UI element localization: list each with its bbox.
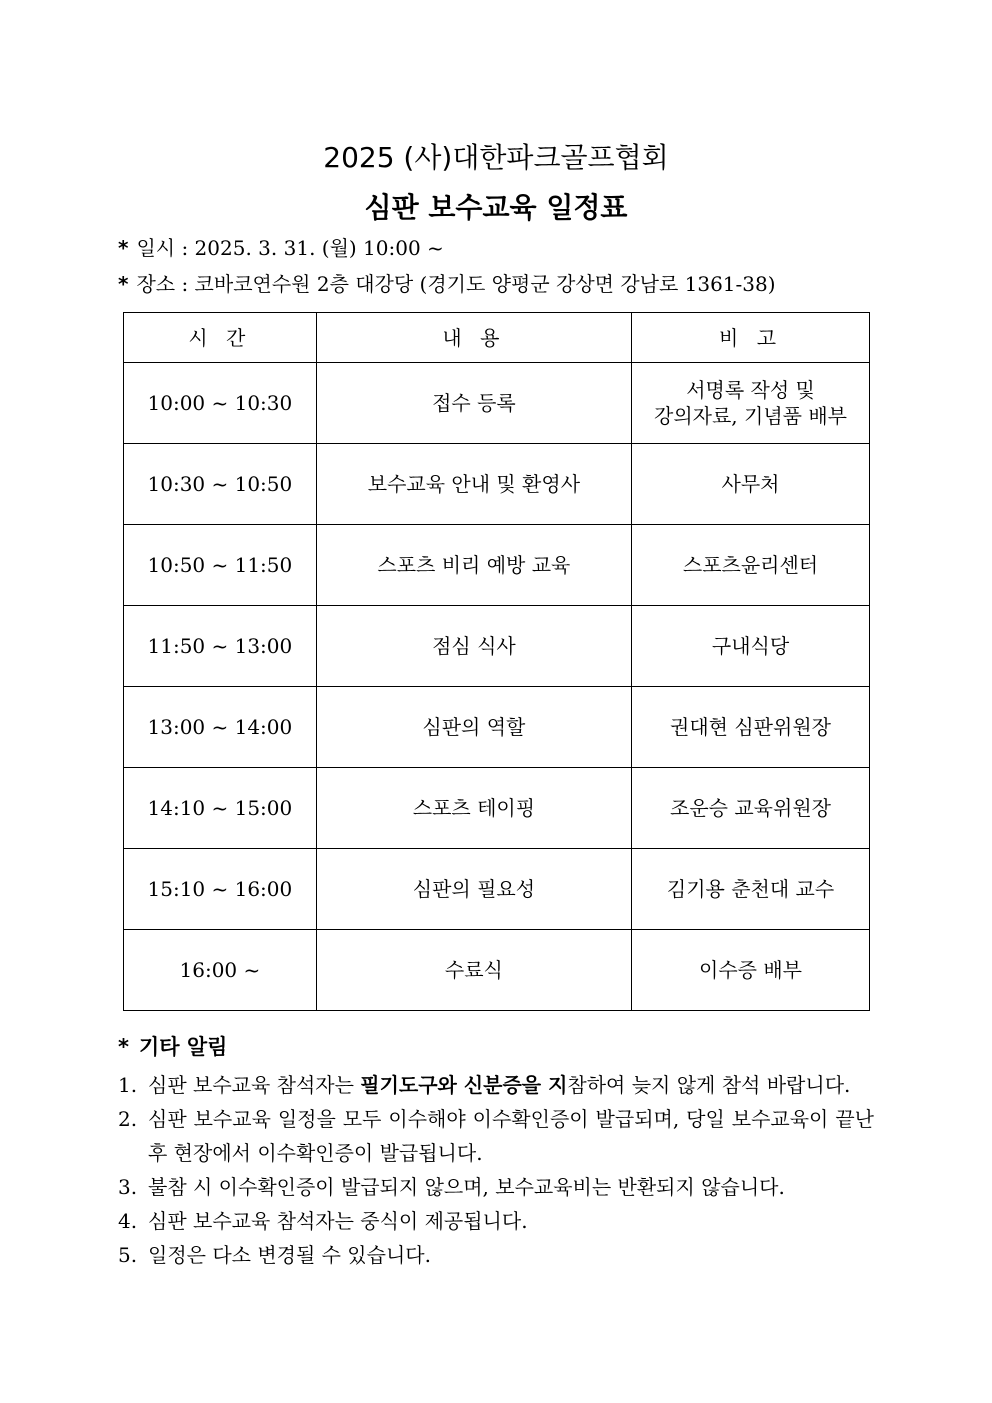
notice-list bbox=[118, 1068, 874, 1272]
list-text: 심판 보수교육 참석자는 중식이 제공됩니다. bbox=[148, 1209, 528, 1233]
list-text-bold: 필기도구와 신분증을 지 bbox=[360, 1073, 568, 1097]
time-cell: 11:50 ~ 13:00 bbox=[124, 606, 317, 687]
note-cell: 스포츠윤리센터 bbox=[632, 525, 870, 606]
note-cell: 김기용 춘천대 교수 bbox=[632, 849, 870, 930]
note-line: 강의자료, 기념품 배부 bbox=[654, 404, 847, 428]
time-cell: 15:10 ~ 16:00 bbox=[124, 849, 317, 930]
list-number: 3. bbox=[118, 1175, 138, 1199]
note-line: 서명록 작성 및 bbox=[686, 378, 815, 402]
list-text bbox=[148, 1068, 874, 1102]
bullet-star: * bbox=[118, 272, 129, 296]
note-cell: 구내식당 bbox=[632, 606, 870, 687]
time-cell: 10:50 ~ 11:50 bbox=[124, 525, 317, 606]
time-cell: 16:00 ~ bbox=[124, 930, 317, 1011]
list-text-part: 참하여 늦지 않게 참석 바랍니다. bbox=[567, 1073, 851, 1097]
table-row bbox=[124, 849, 870, 930]
table-row bbox=[124, 606, 870, 687]
notice-title bbox=[118, 1032, 227, 1062]
list-item bbox=[118, 1068, 874, 1102]
note-cell: 이수증 배부 bbox=[632, 930, 870, 1011]
list-text: 일정은 다소 변경될 수 있습니다. bbox=[148, 1243, 431, 1267]
content-cell: 스포츠 비리 예방 교육 bbox=[316, 525, 631, 606]
list-number: 4. bbox=[118, 1209, 138, 1233]
bullet-star: * bbox=[118, 1035, 129, 1059]
time-cell: 10:00 ~ 10:30 bbox=[124, 363, 317, 444]
list-item bbox=[118, 1170, 874, 1204]
time-cell: 14:10 ~ 15:00 bbox=[124, 768, 317, 849]
time-cell: 10:30 ~ 10:50 bbox=[124, 444, 317, 525]
place-text: 장소 : 코바코연수원 2층 대강당 (경기도 양평군 강상면 강남로 1361-38) bbox=[136, 272, 776, 296]
header-content: 내 용 bbox=[316, 313, 631, 363]
table-row bbox=[124, 768, 870, 849]
list-item bbox=[118, 1102, 874, 1170]
info-place bbox=[118, 269, 776, 299]
table-row bbox=[124, 687, 870, 768]
note-cell bbox=[632, 363, 870, 444]
content-cell: 심판의 필요성 bbox=[316, 849, 631, 930]
note-cell: 권대현 심판위원장 bbox=[632, 687, 870, 768]
list-number: 2. bbox=[118, 1107, 138, 1131]
list-text: 불참 시 이수확인증이 발급되지 않으며, 보수교육비는 반환되지 않습니다. bbox=[148, 1175, 785, 1199]
table-row bbox=[124, 363, 870, 444]
table-header-row bbox=[124, 313, 870, 363]
content-cell: 심판의 역할 bbox=[316, 687, 631, 768]
date-text: 일시 : 2025. 3. 31. (월) 10:00 ~ bbox=[136, 236, 444, 260]
content-cell: 점심 식사 bbox=[316, 606, 631, 687]
note-cell: 조운승 교육위원장 bbox=[632, 768, 870, 849]
notice-title-text: 기타 알림 bbox=[138, 1035, 228, 1059]
list-text: 심판 보수교육 일정을 모두 이수해야 이수확인증이 발급되며, 당일 보수교육이 끝난 후 현장에서 이수확인증이 발급됩니다. bbox=[148, 1107, 874, 1165]
table-row bbox=[124, 930, 870, 1011]
content-cell: 접수 등록 bbox=[316, 363, 631, 444]
bullet-star: * bbox=[118, 236, 129, 260]
list-item bbox=[118, 1238, 874, 1272]
content-cell: 보수교육 안내 및 환영사 bbox=[316, 444, 631, 525]
content-cell: 수료식 bbox=[316, 930, 631, 1011]
list-text-part: 심판 보수교육 참석자는 bbox=[148, 1073, 361, 1097]
header-note: 비 고 bbox=[632, 313, 870, 363]
note-cell: 사무처 bbox=[632, 444, 870, 525]
table-row bbox=[124, 525, 870, 606]
schedule-table bbox=[123, 312, 870, 1011]
header-time: 시 간 bbox=[124, 313, 317, 363]
list-item bbox=[118, 1204, 874, 1238]
time-cell: 13:00 ~ 14:00 bbox=[124, 687, 317, 768]
list-number: 5. bbox=[118, 1243, 138, 1267]
info-date bbox=[118, 233, 444, 263]
document-subtitle: 심판 보수교육 일정표 bbox=[364, 191, 628, 224]
table-row bbox=[124, 444, 870, 525]
content-cell: 스포츠 테이핑 bbox=[316, 768, 631, 849]
document-title: 2025 (사)대한파크골프협회 bbox=[323, 141, 669, 174]
list-number: 1. bbox=[118, 1073, 138, 1097]
